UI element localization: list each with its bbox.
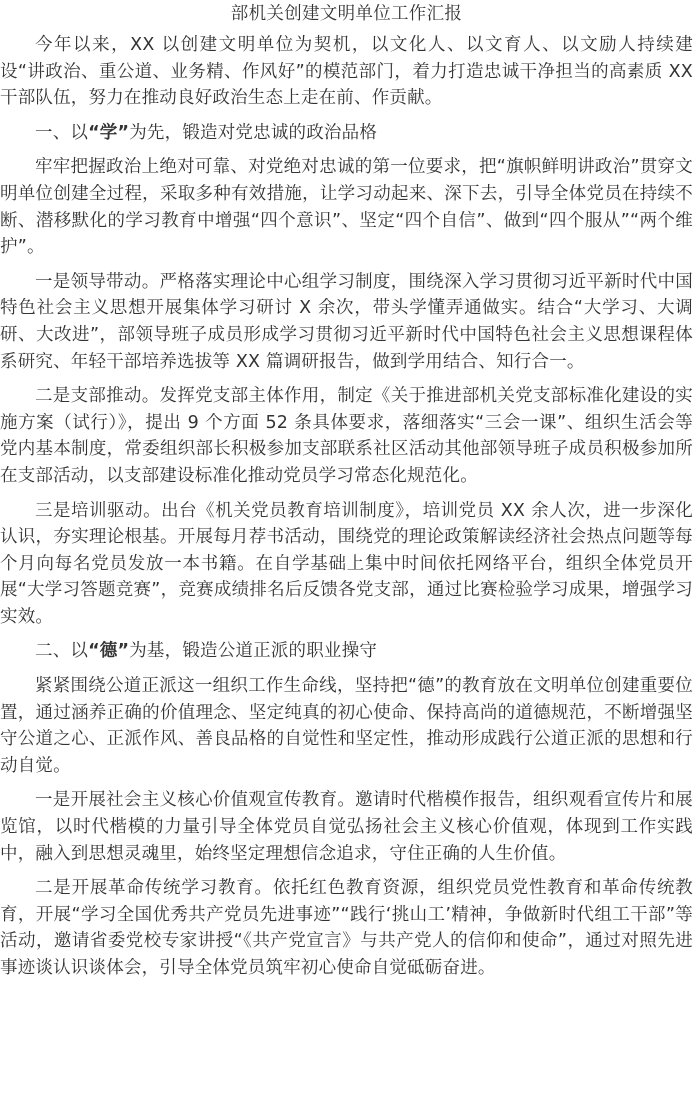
section1-item1-paragraph: 一是领导带动。严格落实理论中心组学习制度，围绕深入学习贯彻习近平新时代中国特色社会主义思想开展集体学习研讨 X 余次，带头学懂弄通做实。结合“大学习、大调研、大改进”，部领导班子成员形成学习贯彻习近平新时代中国特色社会主义思想课程体系研究、年轻干部培养选拔等 XX 篇调研报告，做到学用结合、知行合一。 <box>0 271 693 372</box>
spacer <box>0 112 693 120</box>
section1-heading-prefix: 一、以 <box>35 122 89 143</box>
section2-heading-suffix: 为基，锻造公道正派的职业操守 <box>129 641 378 662</box>
spacer <box>0 630 693 638</box>
section2-item1-paragraph: 一是开展社会主义核心价值观宣传教育。邀请时代楷模作报告，组织观看宣传片和展览馆，以时代楷模的力量引导全体党员自觉弘扬社会主义核心价值观，体现到工作实践中，融入到思想灵魂里，始终坚定理想信念追求，守住正确的人生价值。 <box>0 790 693 864</box>
spacer <box>0 375 693 383</box>
spacer <box>0 261 693 269</box>
section1-heading <box>0 120 693 147</box>
section1-item3-paragraph: 三是培训驱动。出台《机关党员教育培训制度》，培训党员 XX 余人次，进一步深化认识，夯实理论根基。开展每月荐书活动，围绕党的理论政策解读经济社会热点问题等每个月向每名党员发放一本书籍。在自学基础上集中时间依托网络平台，组织全体党员开展“大学习答题竞赛”，竞赛成绩排名后反馈各党支部，通过比赛检验学习成果，增强学习实效。 <box>0 500 693 627</box>
section1-item2-paragraph: 二是支部推动。发挥党支部主体作用，制定《关于推进部机关党支部标准化建设的实施方案（试行）》，提出 9 个方面 52 条具体要求，落细落实“三会一课”、组织生活会等党内基本制度，常委组织部长积极参加支部联系社区活动其他部领导班子成员积极参加所在支部活动，以支部建设标准化推动党员学习常态化规范化。 <box>0 386 693 486</box>
section2-heading-keyword: “德” <box>88 641 130 662</box>
intro-paragraph: 今年以来，XX 以创建文明单位为契机，以文化人、以文育人、以文励人持续建设“讲政治、重公道、业务精、作风好”的模范部门，着力打造忠诚干净担当的高素质 XX 干部队伍，努力在推动良好政治生态上走在前、作贡献。 <box>0 35 693 109</box>
spacer <box>0 146 693 154</box>
section2-heading-prefix: 二、以 <box>35 641 89 662</box>
spacer <box>0 490 693 498</box>
section2-lead-paragraph: 紧紧围绕公道正派这一组织工作生命线，坚持把“德”的教育放在文明单位创建重要位置，通过涵养正确的价值理念、坚定纯真的初心使命、保持高尚的道德规范，不断增强坚守公道之心、正派作风、善良品格的自觉性和坚定性，推动形成践行公道正派的思想和行动自觉。 <box>0 676 693 776</box>
spacer <box>0 779 693 787</box>
spacer <box>0 665 693 673</box>
spacer <box>0 867 693 875</box>
section2-heading <box>0 638 693 665</box>
section1-heading-keyword: “学” <box>88 122 130 143</box>
section1-heading-suffix: 为先，锻造对党忠诚的政治品格 <box>129 122 378 143</box>
section2-item2-paragraph: 二是开展革命传统学习教育。依托红色教育资源，组织党员党性教育和革命传统教育，开展“学习全国优秀共产党员先进事迹”“践行‘挑山工’精神，争做新时代组工干部”等活动，邀请省委党校专家讲授“《共产党宣言》与共产党人的信仰和使命”，通过对照先进事迹谈认识谈体会，引导全体党员筑牢初心使命自觉砥砺奋进。 <box>0 878 693 978</box>
section1-lead-paragraph: 牢牢把握政治上绝对可靠、对党绝对忠诚的第一位要求，把“旗帜鲜明讲政治”贯穿文明单位创建全过程，采取多种有效措施，让学习动起来、深下去，引导全体党员在持续不断、潜移默化的学习教育中增强“四个意识”、坚定“四个自信”、做到“四个服从”“两个维护”。 <box>0 157 693 258</box>
document-title: 部机关创建文明单位工作汇报 <box>230 4 463 24</box>
